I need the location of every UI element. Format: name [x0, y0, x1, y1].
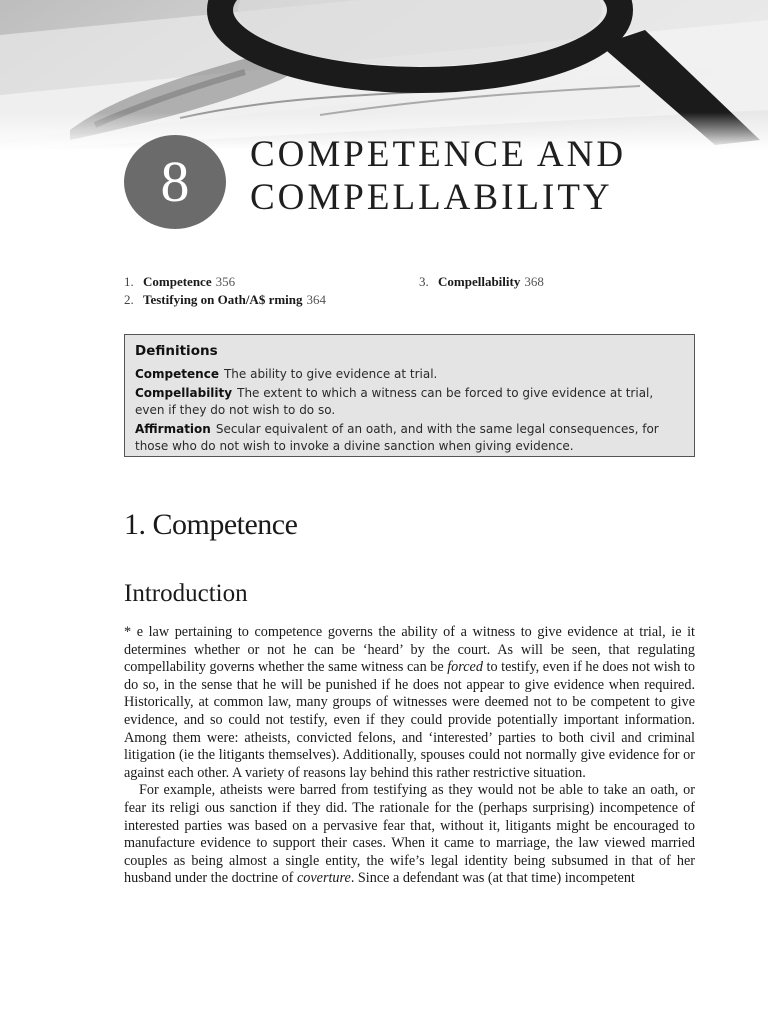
toc-item-label: Testifying on Oath/A$ rming — [143, 292, 303, 307]
chapter-contents-right — [419, 273, 544, 291]
definition-text: The ability to give evidence at trial. — [223, 366, 438, 381]
toc-item-compellability[interactable] — [419, 273, 544, 291]
chapter-contents-left — [124, 273, 326, 309]
body-text — [124, 624, 695, 888]
definition-competence — [135, 366, 684, 383]
toc-item-testifying-on-oath[interactable] — [124, 291, 326, 309]
chapter-title-line-1: COMPETENCE AND — [250, 134, 627, 175]
toc-item-competence[interactable] — [124, 273, 326, 291]
toc-item-number: 1. — [124, 274, 134, 289]
definition-term: Affirmation — [135, 422, 211, 436]
paragraph-2: For example, atheists were barred from testifying as they would not be able to take an oath, or fear its religi ous sanction if they did. The rationale for the (perhaps surprising) incompetence of interested parties was based on a pervasive fear that, without it, litigants might be encouraged to manufacture evidence to support their cases. When it came to marriage, the law viewed married couples as being almost a single entity, the wife’s legal identity being subsumed in that of her husband under the doctrine of coverture. Since a defendant was (at that time) incompetent — [124, 782, 695, 887]
section-heading: 1. Competence — [124, 508, 298, 541]
toc-item-page: 368 — [524, 274, 544, 289]
subsection-heading: Introduction — [124, 580, 248, 607]
toc-item-page: 356 — [215, 274, 236, 289]
toc-item-page: 364 — [306, 292, 327, 307]
paragraph-1: * e law pertaining to competence governs the ability of a witness to give evidence at trial, ie it determines whether or not he can be ‘heard’ by the court. As will be seen, that regulating compellability governs whether the same witness can be forced to testify, even if he does not wish to do so, in the sense that he will be punished if he does not appear to give evidence when required. Historically, at common law, many groups of witnesses were deemed not to be competent to give evidence, and so could not testify, even if they could provide potentially important information. Among them were: atheists, convicted felons, and ‘interested’ parties to both civil and criminal litigation (ie the litigants themselves). Additionally, spouses could not normally give evidence for or against each other. A variety of reasons lay behind this rather restrictive situation. — [124, 624, 695, 781]
definitions-box — [124, 334, 695, 457]
definition-compellability — [135, 385, 684, 418]
toc-item-label: Compellability — [438, 274, 521, 289]
chapter-number: 8 — [160, 149, 190, 214]
definitions-title: Definitions — [135, 343, 218, 359]
chapter-title-line-2: COMPELLABILITY — [250, 177, 613, 218]
toc-item-number: 3. — [419, 274, 429, 289]
definition-term: Competence — [135, 366, 219, 381]
emphasis-forced: forced — [447, 659, 483, 676]
definition-affirmation — [135, 421, 684, 454]
definition-text: The extent to which a witness can be forced to give evidence at trial, even if they do not wish to do so. — [135, 386, 654, 417]
definition-text: Secular equivalent of an oath, and with the same legal consequences, for those who do not wish to invoke a divine sanction when giving evidence. — [135, 422, 659, 453]
definition-term: Compellability — [135, 386, 233, 400]
toc-item-label: Competence — [143, 274, 212, 289]
chapter-title — [250, 133, 626, 219]
chapter-number-badge — [124, 135, 226, 229]
emphasis-coverture: coverture — [296, 870, 351, 887]
header-photo — [0, 0, 768, 150]
toc-item-number: 2. — [124, 292, 134, 307]
